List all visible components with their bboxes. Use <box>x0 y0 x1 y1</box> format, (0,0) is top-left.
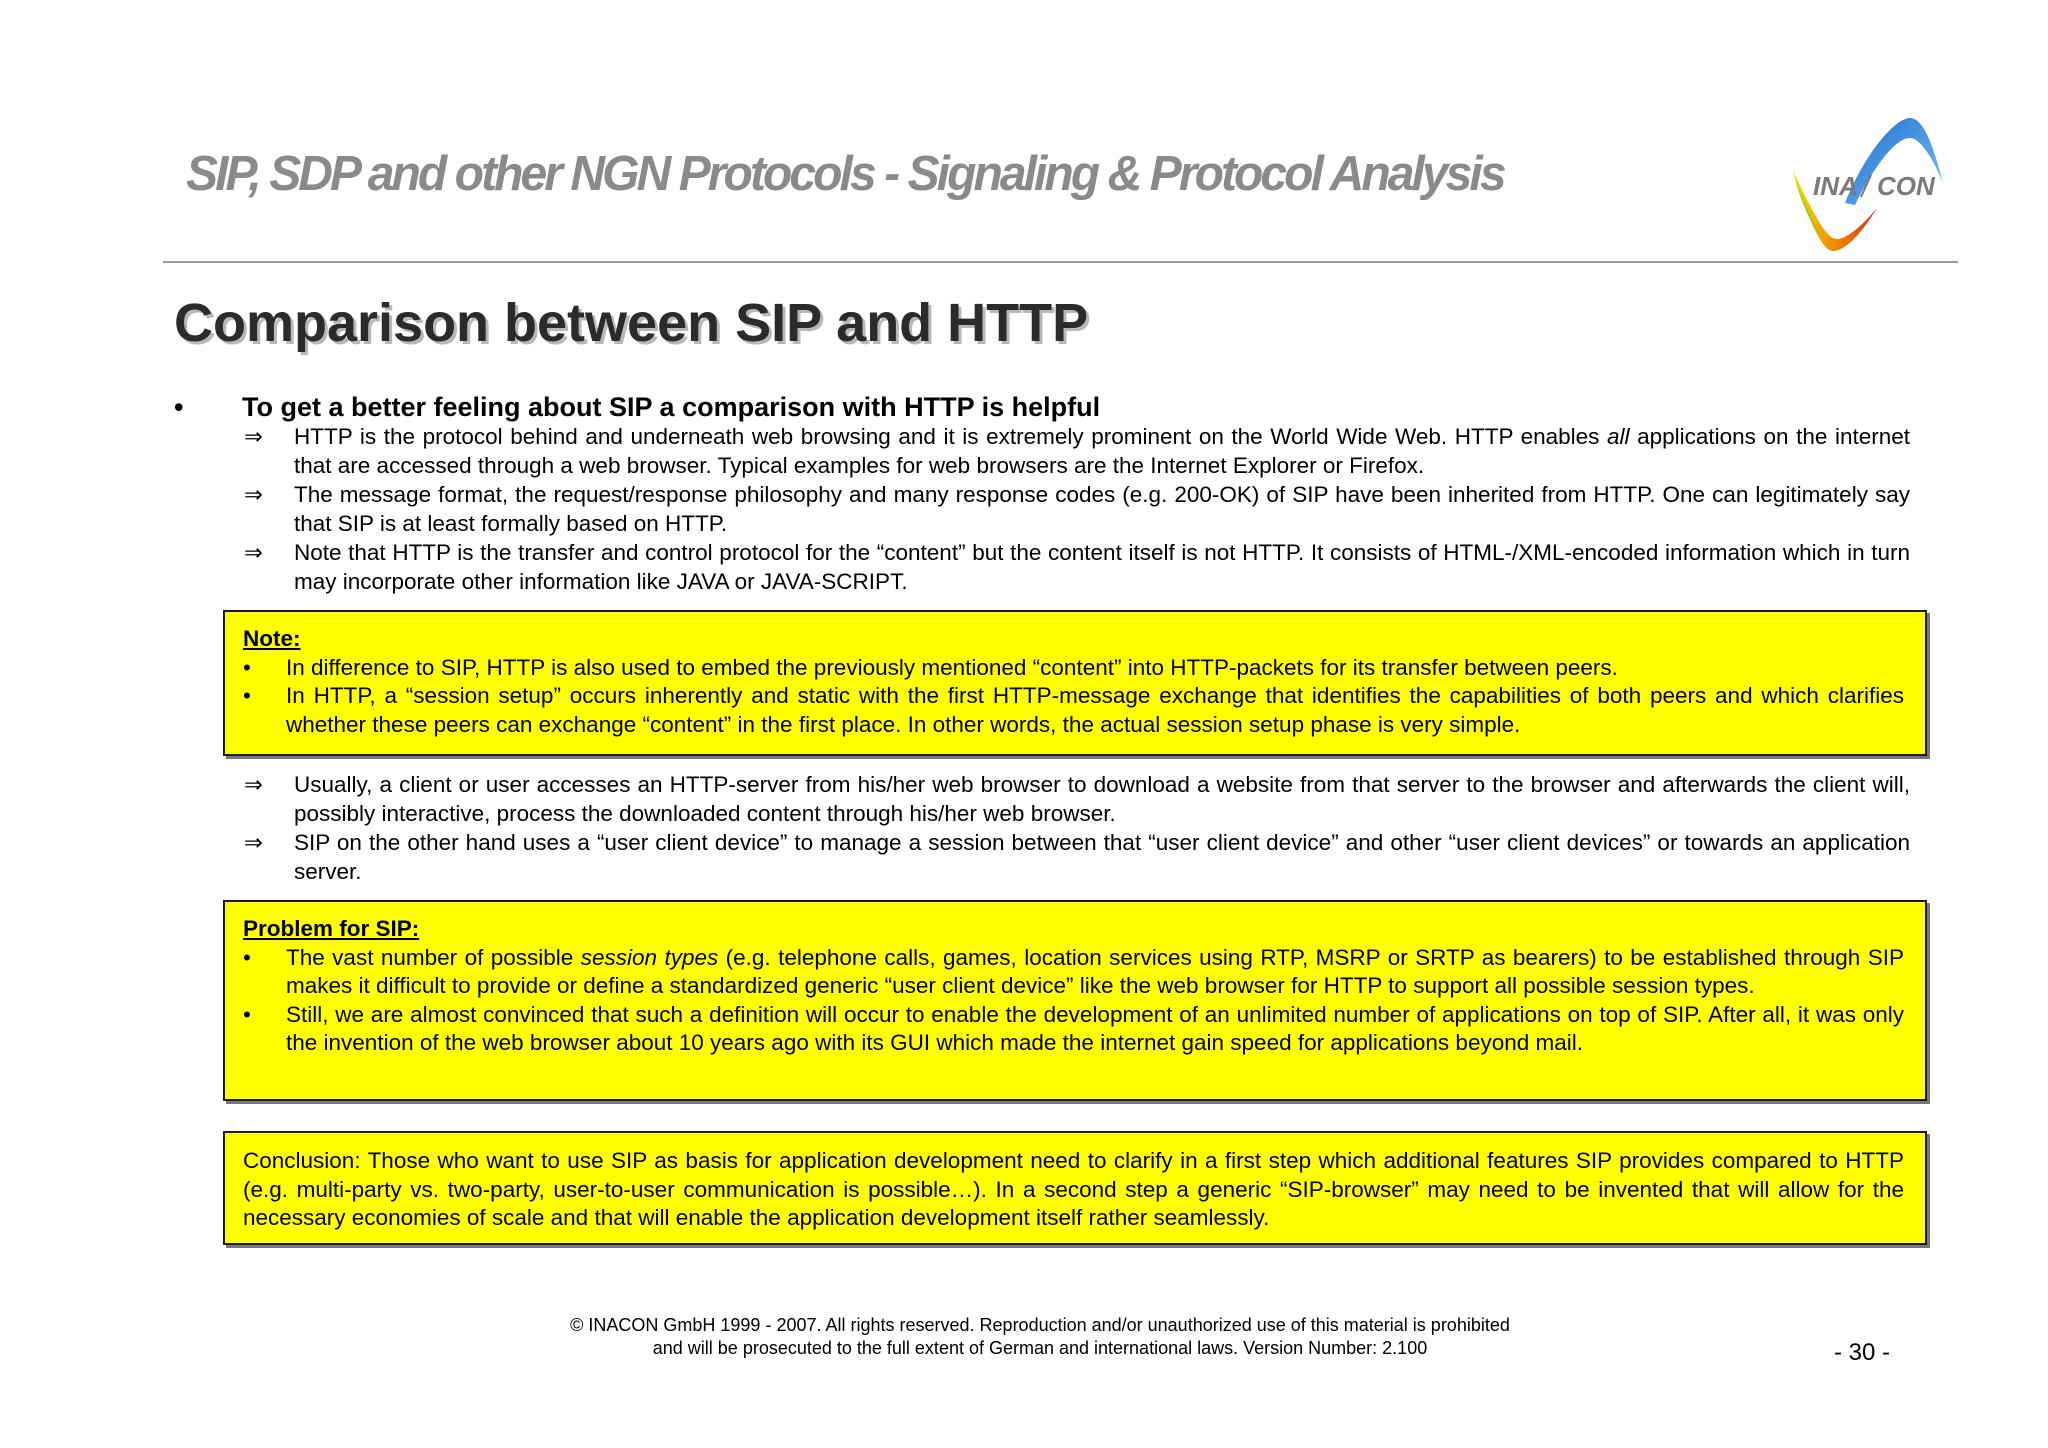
note-box <box>223 610 1927 756</box>
arrow-icon: ⇒ <box>244 482 263 507</box>
page-title: Comparison between SIP and HTTP <box>174 293 1089 353</box>
list-item <box>244 829 1910 886</box>
item-text: Note that HTTP is the transfer and control protocol for the “content” but the content itself is not HTTP. It consists of HTML-/XML-encoded information which in turn may incorporate other information like JAVA or JAVA-SCRIPT. <box>294 540 1910 594</box>
logo-text-ina: INA <box>1813 171 1858 201</box>
bullet-icon: • <box>243 683 251 708</box>
conclusion-text: Conclusion: Those who want to use SIP as basis for application development need to clarify in a first step which additional features SIP provides compared to HTTP (e.g. multi-party vs. two-party, user-to-user communication is possible…). In a second step a generic “SIP-browser” may need to be invented that will allow for the necessary economies of scale and that will enable the application development itself rather seamlessly. <box>243 1148 1904 1230</box>
arrow-icon: ⇒ <box>244 772 263 797</box>
note-title: Note: <box>243 626 301 651</box>
inacon-logo <box>1785 113 1955 259</box>
note-item <box>243 654 1904 683</box>
footer-line: © INACON GmbH 1999 - 2007. All rights reserved. Reproduction and/or unauthorized use of this material is prohibited <box>570 1315 1510 1335</box>
problem-box <box>223 900 1927 1101</box>
item-text: Usually, a client or user accesses an HTTP-server from his/her web browser to download a website from that server to the browser and afterwards the client will, possibly interactive, process the downloaded content through his/her web browser. <box>294 772 1910 826</box>
arrow-icon: ⇒ <box>244 830 263 855</box>
item-text: The message format, the request/response philosophy and many response codes (e.g. 200-OK) of SIP have been inherited from HTTP. One can legitimately say that SIP is at least formally based on HTTP. <box>294 482 1910 536</box>
problem-text: The vast number of possible <box>286 944 581 970</box>
bullet-icon: • <box>174 392 184 422</box>
bullet-icon: • <box>243 944 251 970</box>
footer-line: and will be prosecuted to the full extent of German and international laws. Version Number: 2.100 <box>652 1338 1428 1358</box>
list-item <box>244 771 1910 828</box>
arrow-icon: ⇒ <box>244 540 263 565</box>
note-text: In difference to SIP, HTTP is also used to embed the previously mentioned “content” into HTTP-packets for its transfer between peers. <box>286 654 1618 680</box>
problem-emphasis: session types <box>580 944 719 970</box>
lead-text: To get a better feeling about SIP a comparison with HTTP is helpful <box>242 392 1101 422</box>
problem-item <box>243 944 1904 1001</box>
section2-list <box>244 771 1910 887</box>
bullet-icon: • <box>243 654 251 680</box>
list-item <box>244 481 1910 538</box>
bullet-icon: • <box>243 1001 251 1027</box>
problem-title: Problem for SIP: <box>243 916 420 941</box>
header-title: SIP, SDP and other NGN Protocols - Signaling & Protocol Analysis <box>186 147 1504 201</box>
section1-list <box>244 423 1910 597</box>
header-divider <box>163 261 1958 263</box>
problem-text: (e.g. telephone calls, games, location services using RTP, MSRP or SRTP as bearers) to be established through SIP makes it difficult to provide or define a standardized generic “user client device” like the web browser for HTTP to support all possible session types. <box>286 944 1904 998</box>
logo-text-con: CON <box>1877 171 1935 201</box>
item-text: SIP on the other hand uses a “user client device” to manage a session between that “user client device” and other “user client devices” or towards an application server. <box>294 830 1910 884</box>
problem-item <box>243 1001 1904 1058</box>
note-text: In HTTP, a “session setup” occurs inherently and static with the first HTTP-message exchange that identifies the capabilities of both peers and which clarifies whether these peers can exchange “content” in the first place. In other words, the actual session setup phase is very simple. <box>286 683 1904 737</box>
item-text: HTTP is the protocol behind and underneath web browsing and it is extremely prominent on the World Wide Web. HTTP enables <box>294 424 1608 449</box>
page-number: - 30 - <box>1834 1339 1891 1366</box>
item-emphasis: all <box>1607 424 1630 449</box>
list-item <box>244 539 1910 596</box>
item-text: applications on the internet that are accessed through a web browser. Typical examples for web browsers are the Internet Explorer or Firefox. <box>294 424 1911 478</box>
note-item <box>243 682 1904 739</box>
list-item <box>244 423 1910 480</box>
problem-text: Still, we are almost convinced that such a definition will occur to enable the development of an unlimited number of applications on top of SIP. After all, it was only the invention of the web browser about 10 years ago with its GUI which made the internet gain speed for applications beyond mail. <box>286 1001 1904 1055</box>
footer-copyright <box>420 1314 1660 1360</box>
conclusion-box <box>223 1131 1927 1245</box>
arrow-icon: ⇒ <box>244 424 263 449</box>
